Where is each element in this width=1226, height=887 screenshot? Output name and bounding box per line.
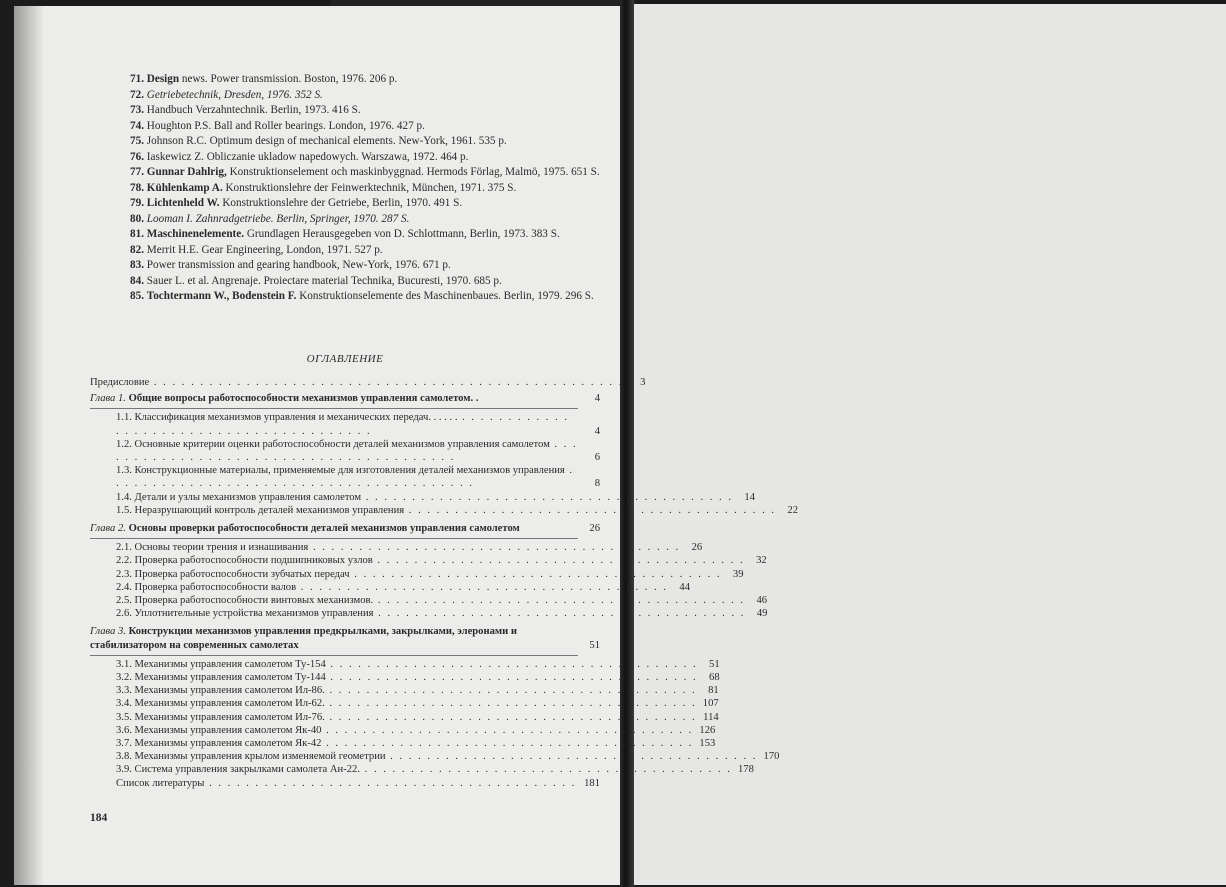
toc-item: 2.3. Проверка работоспособности зубчатых передач . . . . . . . . . . . . . . . . . . . . . . . . . . . . . . . . . . . . . . . . 39	[116, 568, 744, 580]
reference-item: 71. Design news. Power transmission. Boston, 1976. 206 p.	[130, 73, 398, 85]
reference-item: 85. Tochtermann W., Bodenstein F. Konstruktionselemente des Maschinenbaues. Berlin, 1979. 296 S.	[130, 290, 594, 302]
reference-item: 83. Power transmission and gearing handbook, New-York, 1976. 671 p.	[130, 259, 451, 271]
reference-item: 79. Lichtenheld W. Konstruktionslehre der Getriebe, Berlin, 1970. 491 S.	[130, 197, 463, 209]
references-list	[90, 72, 600, 305]
toc-item: 3.7. Механизмы управления самолетом Як-42 . . . . . . . . . . . . . . . . . . . . . . . . . . . . . . . . . . . . . . . . 153	[116, 738, 716, 750]
reference-item: 78. Kühlenkamp A. Konstruktionslehre der Feinwerktechnik, München, 1971. 375 S.	[130, 181, 517, 194]
toc-item: 3.2. Механизмы управления самолетом Ту-144 . . . . . . . . . . . . . . . . . . . . . . . . . . . . . . . . . . . . . . . . 68	[116, 672, 720, 684]
reference-item: 73. Handbuch Verzahntechnik. Berlin, 1973. 416 S.	[130, 104, 361, 116]
divider	[90, 655, 578, 656]
toc-item: 3.4. Механизмы управления самолетом Ил-62. . . . . . . . . . . . . . . . . . . . . . . . . . . . . . . . . . . . . . . . . 107	[116, 698, 719, 710]
toc-item: 1.4. Детали и узлы механизмов управления самолетом . . . . . . . . . . . . . . . . . . . . . . . . . . . . . . . . . . . . . . . . 14	[116, 491, 755, 503]
reference-item: 82. Merrit H.E. Gear Engineering, London, 1971. 527 p.	[130, 243, 383, 256]
reference-item: 84. Sauer L. et al. Angrenaje. Proiectare material Technika, Bucuresti, 1970. 685 p.	[130, 274, 502, 287]
toc-chapter-1: Глава 1. Общие вопросы работоспособности механизмов управления самолетом. . 4	[90, 393, 600, 405]
toc-item: 2.2. Проверка работоспособности подшипниковых узлов . . . . . . . . . . . . . . . . . . . . . . . . . . . . . . . . . . . . . . . . 32	[116, 555, 767, 567]
page-number: 184	[90, 812, 108, 824]
toc-item: 3.8. Механизмы управления крылом изменяемой геометрии . . . . . . . . . . . . . . . . . . . . . . . . . . . . . . . . . . . . . . . . 170	[116, 751, 780, 763]
toc-item: 2.5. Проверка работоспособности винтовых механизмов. . . . . . . . . . . . . . . . . . . . . . . . . . . . . . . . . . . . . . . . . 46	[116, 595, 768, 607]
reference-item: 75. Johnson R.C. Optimum design of mechanical elements. New-York, 1961. 535 p.	[130, 135, 507, 147]
toc-item: 3.6. Механизмы управления самолетом Як-40 . . . . . . . . . . . . . . . . . . . . . . . . . . . . . . . . . . . . . . . . 126	[116, 724, 716, 736]
divider	[90, 538, 578, 539]
reference-item: 72. Getriebetechnik, Dresden, 1976. 352 S.	[130, 88, 323, 101]
toc-item: 3.9. Система управления закрылками самолета Ан-22. . . . . . . . . . . . . . . . . . . . . . . . . . . . . . . . . . . . . . . . . 178	[116, 764, 754, 776]
reference-item: 80. Looman I. Zahnradgetriebe. Berlin, Springer, 1970. 287 S.	[130, 212, 410, 225]
toc-item: 3.5. Механизмы управления самолетом Ил-76. . . . . . . . . . . . . . . . . . . . . . . . . . . . . . . . . . . . . . . . . 114	[116, 711, 719, 723]
reference-item: 77. Gunnar Dahlrig, Konstruktionselement och maskinbyggnad. Hermods Förlag, Malmö, 1975. 651 S.	[130, 166, 600, 178]
toc-item: 2.6. Уплотнительные устройства механизмов управления . . . . . . . . . . . . . . . . . . . . . . . . . . . . . . . . . . . . . . . . 49	[116, 608, 768, 620]
reference-item: 74. Houghton P.S. Ball and Roller bearings. London, 1976. 427 p.	[130, 119, 425, 132]
divider	[90, 408, 578, 409]
toc-item: Список литературы . . . . . . . . . . . . . . . . . . . . . . . . . . . . . . . . . . . . . . . . 181	[116, 777, 600, 789]
toc-title: ОГЛАВЛЕНИЕ	[306, 353, 384, 365]
toc-item: 3.3. Механизмы управления самолетом Ил-86. . . . . . . . . . . . . . . . . . . . . . . . . . . . . . . . . . . . . . . . . 81	[116, 685, 719, 697]
left-edge-shadow	[14, 6, 44, 885]
table-of-contents	[90, 376, 799, 790]
toc-item: 1.3. Конструкционные материалы, применяемые для изготовления деталей механизмов управления . . . . . . . . . . . . . . . . . . . . . . . . . . . . . . . . . . . . . . . . 8	[116, 465, 600, 490]
toc-chapter-2: Глава 2. Основы проверки работоспособности деталей механизмов управления самолетом 26	[90, 523, 600, 535]
reference-item: 76. Iaskewicz Z. Obliczanie ukladow napedowych. Warszawa, 1972. 464 p.	[130, 150, 469, 163]
toc-item: 2.1. Основы теории трения и изнашивания . . . . . . . . . . . . . . . . . . . . . . . . . . . . . . . . . . . . . . . . 26	[116, 542, 703, 554]
toc-item: 1.2. Основные критерии оценки работоспособности деталей механизмов управления самолетом . . . . . . . . . . . . . . . . . . . . . . . . . . . . . . . . . . . . . . . . 6	[116, 438, 600, 464]
toc-item: 2.4. Проверка работоспособности валов . . . . . . . . . . . . . . . . . . . . . . . . . . . . . . . . . . . . . . . . 44	[116, 581, 690, 593]
toc-item: 1.1. Классификация механизмов управления и механических передач. . . . . . . . . . . . . . . . . . . . . . . . . . . . . . . . . . . . . . . . . . . . . . 4	[116, 412, 600, 437]
toc-item: 3.1. Механизмы управления самолетом Ту-154 . . . . . . . . . . . . . . . . . . . . . . . . . . . . . . . . . . . . . . . . 51	[116, 658, 720, 670]
toc-preface: Предисловие . . . . . . . . . . . . . . . . . . . . . . . . . . . . . . . . . . . . . . . . . . . . . . . . . . . 3	[90, 377, 646, 388]
reference-item: 81. Maschinenelemente. Grundlagen Herausgegeben von D. Schlottmann, Berlin, 1973. 383 S.	[130, 228, 560, 240]
toc-chapter-3: Глава 3. Конструкции механизмов управления предкрылками, закрылками, элеронами и стабилизатором на современных самолетах 51	[90, 626, 600, 651]
toc-item: 1.5. Неразрушающий контроль деталей механизмов управления . . . . . . . . . . . . . . . . . . . . . . . . . . . . . . . . . . . . . . . . 22	[116, 504, 799, 516]
